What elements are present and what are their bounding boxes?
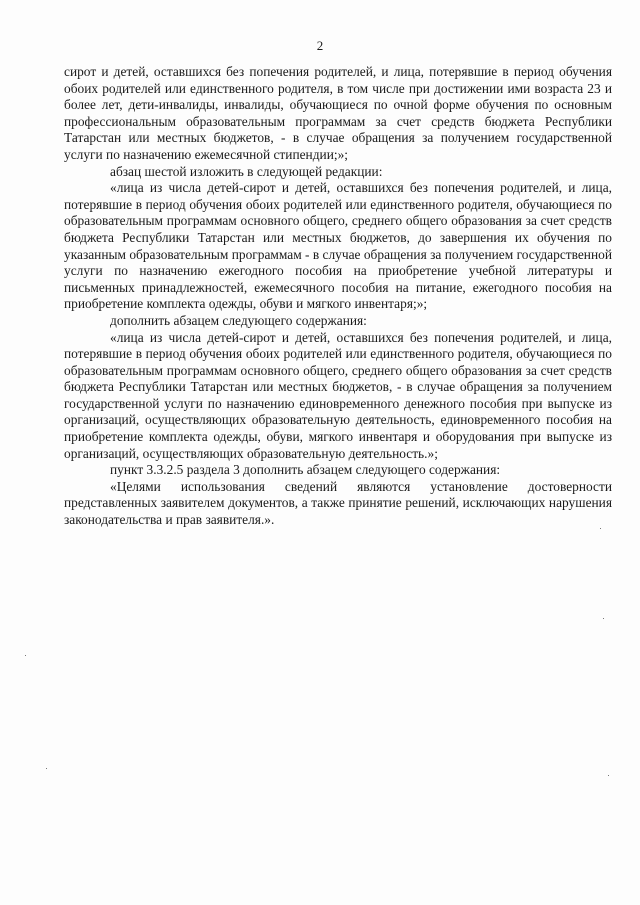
scan-speck [603,618,604,619]
paragraph-instruction-3325: пункт 3.3.2.5 раздела 3 дополнить абзацем следующего содержания: [110,462,501,478]
scan-speck [46,768,47,769]
paragraph-quote-add: «лица из числа детей-сирот и детей, оставшихся без попечения родителей, и лица, потерявшие в период обучения обоих родителей или единственного родителя, обучающиеся по образовательным программам основного общего, среднего общего образования за счет средств бюджета Республики Татарстан или местных бюджетов, - в случае обращения за получением государственной услуги по назначению единовременного денежного пособия при выпуске из организаций, осуществляющих образовательную деятельность, единовременного пособия на приобретение комплекта одежды, обуви, мягкого инвентаря и оборудования при выпуске из организаций, осуществляющих образовательную деятельность.»; [64,329,612,461]
document-body [64,64,612,529]
scan-speck [600,528,601,529]
paragraph-instruction-add: дополнить абзацем следующего содержания: [110,312,367,328]
paragraph-instruction-sixth: абзац шестой изложить в следующей редакции: [110,163,383,179]
scan-speck [25,655,26,656]
paragraph-continuation: сирот и детей, оставшихся без попечения родителей, и лица, потерявшие в период обучения обоих родителей или единственного родителя, в том числе при достижении ими возраста 23 и более лет, дети-инвалиды, инвалиды, обучающиеся по очной форме обучения по основным профессиональным образовательным программам за счет средств бюджета Республики Татарстан или местных бюджетов, - в случае обращения за получением государственной услуги по назначению ежемесячной стипендии;»; [64,64,612,162]
paragraph-quote-sixth: «лица из числа детей-сирот и детей, оставшихся без попечения родителей, и лица, потерявшие в период обучения обоих родителей или единственного родителя, обучающиеся по образовательным программам основного общего, среднего общего образования за счет средств бюджета Республики Татарстан или местных бюджетов, до завершения их обучения по указанным образовательным программам - в случае обращения за получением государственной услуги по назначению ежегодного пособия на приобретение учебной литературы и письменных принадлежностей, ежемесячного пособия на питание, ежегодного пособия на приобретение комплекта одежды, обуви и мягкого инвентаря;»; [64,180,612,312]
scan-speck [608,775,609,776]
paragraph-quote-3325: «Целями использования сведений являются установление достоверности представленных заявителем документов, а также принятие решений, исключающих нарушения законодательства и прав заявителя.». [64,478,612,528]
page-number: 2 [316,38,324,53]
